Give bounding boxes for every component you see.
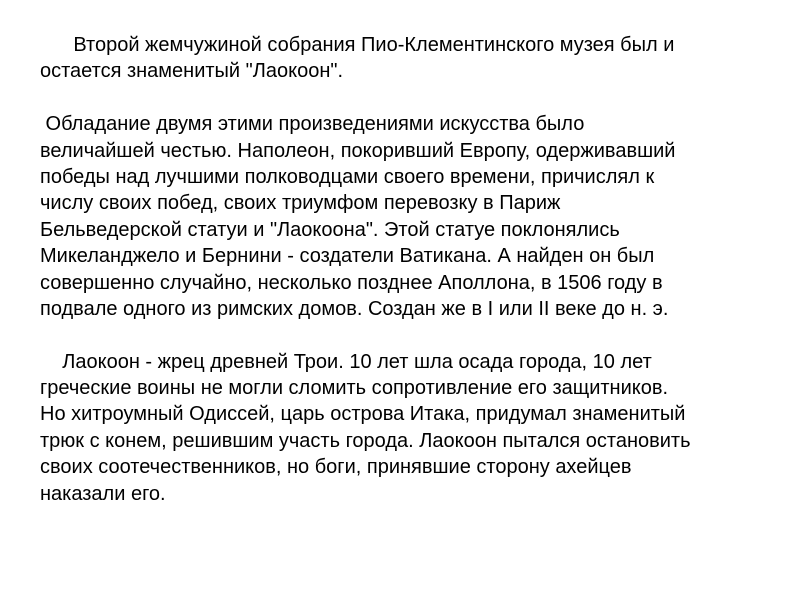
paragraph-line: греческие воины не могли сломить сопротивление его защитников. [40,377,669,400]
paragraph-line: Бельведерской статуи и "Лаокоона". Этой статуе поклонялись [40,218,620,241]
paragraph-laocoon-troy [40,349,780,507]
paragraph-napoleon [40,111,780,322]
paragraph-spacer [40,85,780,111]
paragraph-line: наказали его. [40,482,166,505]
paragraph-line: величайшей честью. Наполеон, покоривший Европу, одерживавший [40,139,676,162]
paragraph-line: Лаокоон - жрец древней Трои. 10 лет шла осада города, 10 лет [40,350,652,373]
text-block [40,32,780,507]
paragraph-line: Но хитроумный Одиссей, царь острова Итака, придумал знаменитый [40,403,686,426]
paragraph-line: числу своих побед, своих триумфом перевозку в Париж [40,192,561,215]
paragraph-line: совершенно случайно, несколько позднее Аполлона, в 1506 году в [40,271,663,294]
paragraph-line: своих соотечественников, но боги, принявшие сторону ахейцев [40,456,632,479]
paragraph-line: трюк с конем, решившим участь города. Лаокоон пытался остановить [40,429,691,452]
paragraph-line: Второй жемчужиной собрания Пио-Клементинского музея был и [40,34,675,56]
paragraph-pio-clementino [40,32,780,85]
paragraph-line: остается знаменитый "Лаокоон". [40,60,344,83]
paragraph-line: Микеланджело и Бернини - создатели Ватикана. А найден он был [40,245,655,268]
paragraph-spacer [40,322,780,348]
paragraph-line: Обладание двумя этими произведениями искусства было [40,113,585,136]
paragraph-line: подвале одного из римских домов. Создан же в I или II веке до н. э. [40,297,669,320]
paragraph-line: победы над лучшими полководцами своего времени, причислял к [40,165,655,188]
